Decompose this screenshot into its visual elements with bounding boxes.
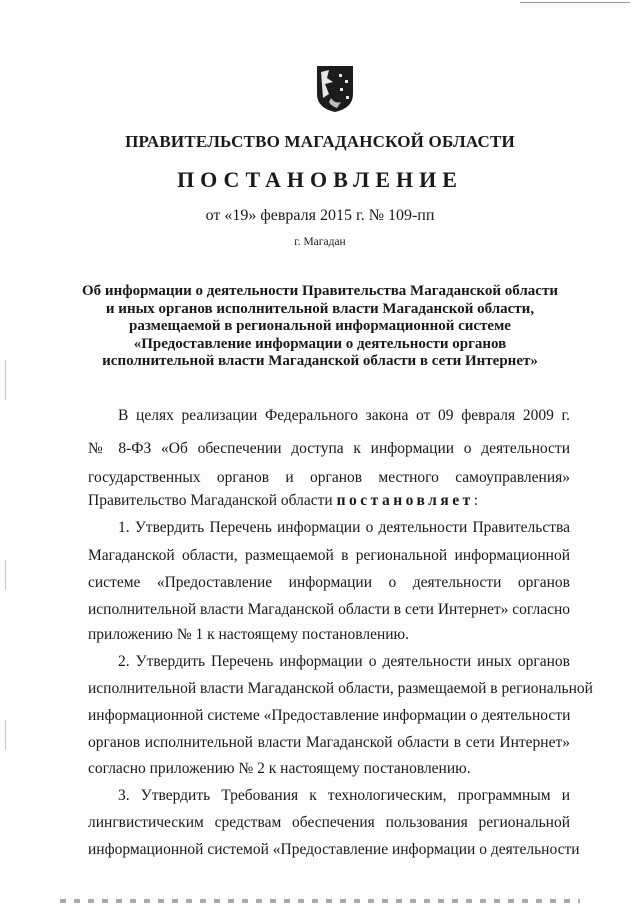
- item-line: приложению № 1 к настоящему постановлению.: [88, 626, 409, 643]
- title-line: исполнительной власти Магаданской области в сети Интернет»: [102, 353, 538, 369]
- item-line: согласно приложению № 2 к настоящему постановлению.: [88, 760, 471, 777]
- item-line: информационной системе «Предоставление информации о деятельности: [88, 707, 571, 724]
- document-title: [0, 283, 640, 371]
- preamble-line: [88, 491, 570, 511]
- title-line: Об информации о деятельности Правительства Магаданской области: [82, 283, 558, 299]
- cut-off-next-line: [60, 899, 580, 903]
- item-line: Магаданской области, размещаемой в региональной информационной: [88, 547, 570, 564]
- document-type: ПОСТАНОВЛЕНИЕ: [177, 167, 463, 192]
- coat-of-arms-icon: [315, 64, 355, 114]
- title-line: и иных органов исполнительной власти Магаданской области,: [105, 300, 535, 317]
- item-line: 3. Утвердить Требования к технологическим, программным и: [118, 787, 570, 804]
- preamble-line: В целях реализации Федерального закона от 09 февраля 2009 г.: [118, 407, 570, 424]
- item-line: исполнительной власти Магаданской области, размещаемой в региональной: [88, 680, 593, 697]
- preamble-subject: Правительство Магаданской области: [88, 492, 337, 509]
- item-line: информационной системой «Предоставление информации о деятельности: [88, 841, 580, 858]
- item-line: 2. Утвердить Перечень информации о деятельности иных органов: [118, 653, 570, 670]
- preamble-action: постановляет: [336, 492, 474, 509]
- item-line: исполнительной власти Магаданской области в сети Интернет» согласно: [88, 601, 571, 618]
- preamble-line: государственных органов и органов местного самоуправления»: [88, 469, 570, 486]
- margin-mark: [5, 720, 6, 750]
- title-line: размещаемой в региональной информационной системе: [129, 318, 511, 334]
- document-place: г. Магадан: [294, 236, 346, 248]
- document-date-number: от «19» февраля 2015 г. № 109-пп: [205, 207, 435, 224]
- item-line: системе «Предоставление информации о деятельности органов: [88, 574, 570, 591]
- scan-artifact-line: [520, 2, 630, 3]
- preamble-colon: :: [473, 492, 479, 509]
- item-line: 1. Утвердить Перечень информации о деятельности Правительства: [118, 519, 570, 536]
- item-line: лингвистическим средствам обеспечения пользования региональной: [88, 814, 570, 831]
- title-line: «Предоставление информации о деятельности органов: [133, 335, 507, 352]
- preamble-line: № 8-ФЗ «Об обеспечении доступа к информации о деятельности: [88, 440, 570, 457]
- item-line: органов исполнительной власти Магаданской области в сети Интернет»: [88, 734, 570, 751]
- government-name: ПРАВИТЕЛЬСТВО МАГАДАНСКОЙ ОБЛАСТИ: [125, 132, 515, 151]
- margin-mark: [5, 560, 6, 590]
